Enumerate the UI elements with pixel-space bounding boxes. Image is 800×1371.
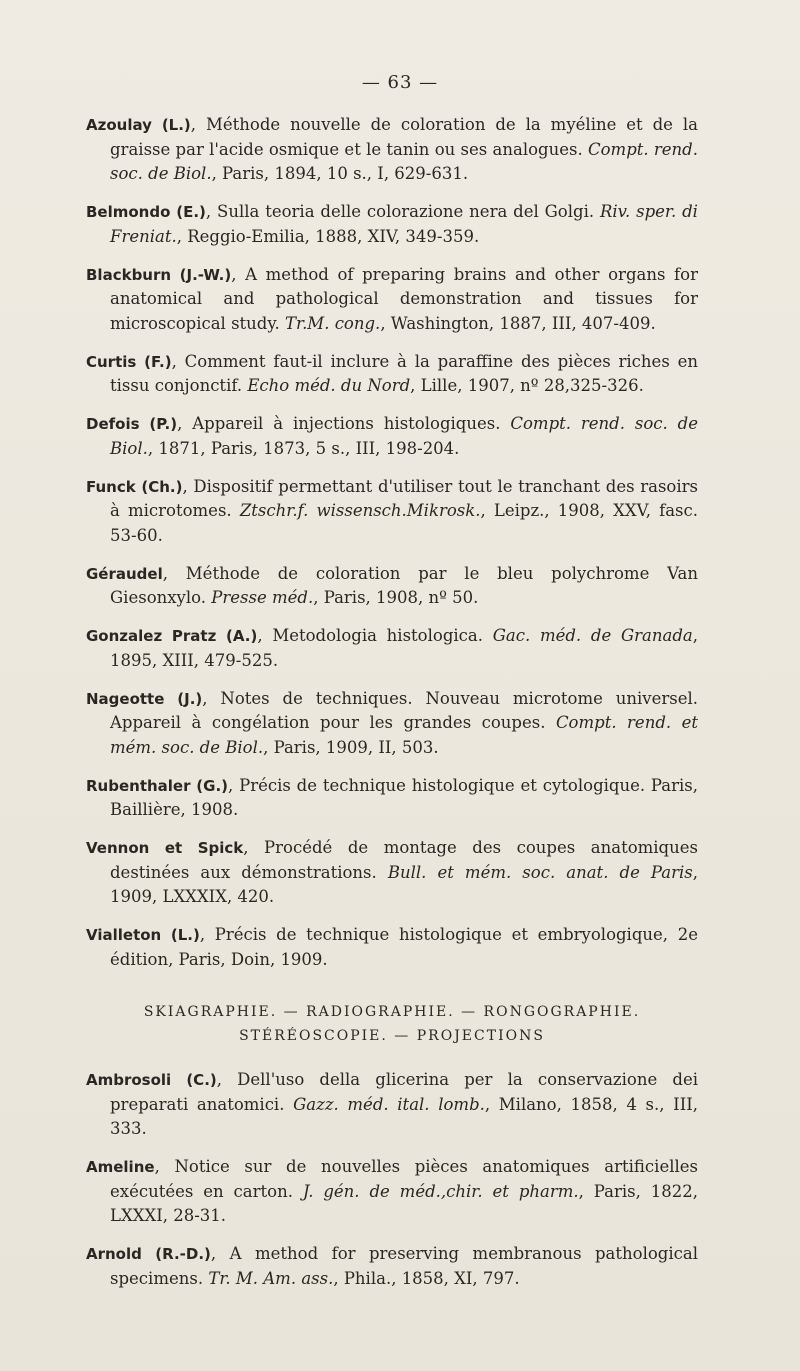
- entry-title: Méthode de coloration par le bleu polychrome Van Giesonxylo.: [110, 563, 698, 607]
- entry-title: Notes de techniques. Nouveau microtome universel. Appareil à congélation pour les grandes coupes.: [110, 688, 698, 732]
- entry-title: A method for preserving membranous pathological specimens.: [110, 1244, 698, 1288]
- bibliography-entry: [86, 475, 698, 549]
- entry-author: Vialleton (L.): [86, 926, 200, 944]
- entry-title: Dell'uso della glicerina per la conservazione dei preparati anatomici.: [110, 1070, 698, 1114]
- entry-separator: ,: [177, 414, 193, 433]
- entry-publication-details: , Phila., 1858, XI, 797.: [333, 1268, 520, 1288]
- entry-author: Blackburn (J.-W.): [86, 265, 232, 284]
- bibliography-entry: [86, 350, 698, 399]
- bibliography-entry: [86, 412, 698, 461]
- entry-publication-details: , Milano, 1858, 4 s., III, 333.: [110, 1094, 698, 1138]
- entry-author: Vennon et Spick: [86, 839, 244, 857]
- bibliography-entry: [86, 562, 698, 611]
- bibliography-entry: [86, 1155, 698, 1229]
- entry-separator: ,: [243, 838, 265, 857]
- entry-publication-details: , Paris, 1909, II, 503.: [263, 737, 439, 757]
- entry-separator: ,: [257, 626, 273, 645]
- entry-author: Defois (P.): [86, 415, 178, 433]
- entry-title: Appareil à injections histologiques.: [192, 414, 511, 433]
- bibliography-list: [86, 113, 698, 1305]
- entry-title: Sulla teoria delle colorazione nera del Golgi.: [217, 202, 600, 221]
- entry-author: Azoulay (L.): [86, 116, 191, 134]
- entry-separator: ,: [162, 563, 186, 583]
- entry-separator: ,: [182, 476, 194, 496]
- entry-journal: Presse méd.: [211, 588, 314, 607]
- entry-publication-details: , Leipz., 1908, XXV, fasc. 53-60.: [110, 501, 698, 545]
- bibliography-section-2: [86, 1068, 698, 1291]
- entry-author: Curtis (F.): [86, 352, 172, 371]
- entry-author: Ameline: [86, 1158, 155, 1176]
- section-heading-line-1: SKIAGRAPHIE. — RADIOGRAPHIE. — RONGOGRAPHIE.: [143, 1004, 641, 1020]
- entry-author: Belmondo (E.): [86, 203, 206, 221]
- entry-author: Funck (Ch.): [86, 477, 183, 496]
- entry-publication-details: , Reggio-Emilia, 1888, XIV, 349-359.: [176, 226, 480, 246]
- bibliography-entry: [86, 687, 698, 761]
- entry-title: Précis de technique histologique et embryologique, 2e édition, Paris, Doin, 1909.: [110, 925, 698, 969]
- entry-title: A method of preparing brains and other organs for anatomical and pathological demonstration and tissues for microscopical study.: [110, 264, 698, 333]
- entry-separator: ,: [231, 264, 246, 284]
- entry-separator: ,: [202, 688, 221, 708]
- entry-title: Procédé de montage des coupes anatomiques destinées aux démonstrations.: [110, 838, 698, 882]
- bibliography-entry: [86, 923, 698, 972]
- entry-separator: ,: [199, 925, 215, 944]
- entry-journal: J. gén. de méd.,chir. et pharm.: [302, 1181, 579, 1201]
- entry-author: Rubenthaler (G.): [86, 776, 229, 795]
- bibliography-section-1: [86, 113, 698, 972]
- entry-separator: ,: [205, 202, 218, 221]
- bibliography-entry: [86, 774, 698, 823]
- entry-author: Nageotte (J.): [86, 689, 203, 708]
- bibliography-entry: [86, 836, 698, 910]
- entry-separator: ,: [228, 775, 240, 795]
- bibliography-entry: [86, 1242, 698, 1291]
- bibliography-entry: [86, 113, 698, 187]
- entry-journal: Echo méd. du Nord: [247, 376, 411, 395]
- entry-publication-details: , 1871, Paris, 1873, 5 s., III, 198-204.: [147, 438, 460, 458]
- entry-journal: Ztschr.f. wissensch.Mikrosk.: [239, 501, 481, 520]
- entry-publication-details: , Paris, 1822, LXXXI, 28-31.: [110, 1181, 699, 1225]
- entry-title: Comment faut-il inclure à la paraffine des pièces riches en tissu conjonctif.: [110, 351, 699, 395]
- entry-journal: Gazz. méd. ital. lomb.: [293, 1094, 485, 1114]
- entry-author: Ambrosoli (C.): [86, 1071, 217, 1089]
- bibliography-entry: [86, 624, 698, 673]
- entry-journal: Bull. et mém. soc. anat. de Paris: [387, 862, 693, 882]
- entry-separator: ,: [216, 1070, 238, 1089]
- entry-publication-details: , Washington, 1887, III, 407-409.: [380, 313, 656, 333]
- page-number: — 63 —: [361, 72, 439, 93]
- entry-author: Arnold (R.-D.): [86, 1245, 211, 1263]
- entry-journal: Tr. M. Am. ass.: [208, 1268, 334, 1288]
- entry-publication-details: , 1909, LXXXIX, 420.: [110, 862, 698, 906]
- entry-author: Géraudel: [86, 564, 163, 583]
- entry-author: Gonzalez Pratz (A.): [86, 627, 258, 645]
- entry-title: Précis de technique histologique et cytologique. Paris, Baillière, 1908.: [110, 775, 698, 819]
- entry-separator: ,: [210, 1244, 230, 1263]
- entry-publication-details: , Lille, 1907, nº 28,325-326.: [410, 376, 644, 395]
- entry-title: Notice sur de nouvelles pièces anatomiques artificielles exécutées en carton.: [110, 1157, 698, 1201]
- bibliography-entry: [86, 200, 698, 249]
- entry-separator: ,: [190, 115, 206, 134]
- entry-title: Méthode nouvelle de coloration de la myéline et de la graisse par l'acide osmique et le tanin ou ses analogues.: [110, 115, 698, 159]
- bibliography-entry: [86, 263, 698, 337]
- entry-title: Metodologia histologica.: [272, 626, 493, 645]
- section-heading-line-2: STÉRÉOSCOPIE. — PROJECTIONS: [239, 1028, 545, 1044]
- entry-publication-details: , Paris, 1894, 10 s., I, 629-631.: [211, 164, 469, 183]
- entry-journal: Compt. rend. soc. de Biol.: [110, 414, 698, 458]
- entry-separator: ,: [154, 1157, 175, 1176]
- entry-journal: Tr.M. cong.: [284, 313, 381, 333]
- entry-journal: Compt. rend. soc. de Biol.: [110, 139, 698, 183]
- entry-journal: Compt. rend. et mém. soc. de Biol.: [110, 713, 698, 757]
- entry-publication-details: , 1895, XIII, 479-525.: [110, 626, 698, 670]
- entry-journal: Riv. sper. di Freniat.: [110, 202, 698, 246]
- entry-title: Dispositif permettant d'utiliser tout le tranchant des rasoirs à microtomes.: [110, 476, 698, 520]
- section-heading: [86, 1000, 698, 1048]
- entry-publication-details: , Paris, 1908, nº 50.: [313, 588, 479, 607]
- entry-separator: ,: [171, 351, 185, 371]
- bibliography-entry: [86, 1068, 698, 1142]
- entry-journal: Gac. méd. de Granada: [492, 626, 693, 645]
